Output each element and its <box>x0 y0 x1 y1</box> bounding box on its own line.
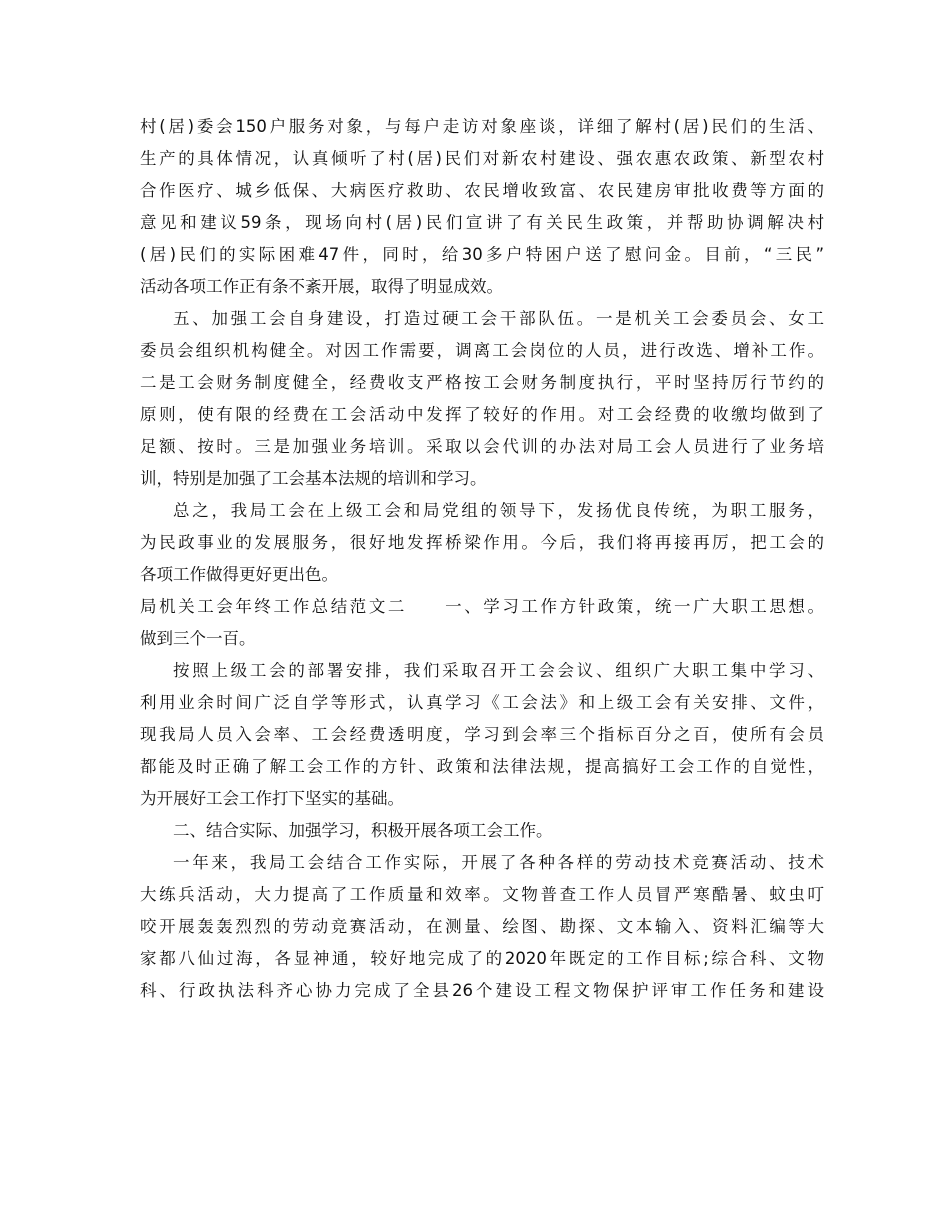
paragraph-start-line: 总之，我局工会在上级工会和局党组的领导下，发扬优良传统，为职工服务， <box>173 501 824 520</box>
text-line: 为开展好工会工作打下坚实的基础。 <box>140 789 404 808</box>
text-line: 为民政事业的发展服务，很好地发挥桥梁作用。今后，我们将再接再厉，把工会的 <box>140 533 824 552</box>
text-line: 科、行政执法科齐心协力完成了全县26个建设工程文物保护评审工作任务和建设 <box>140 981 824 1000</box>
text-line: 大练兵活动，大力提高了工作质量和效率。文物普查工作人员冒严寒酷暑、蚊虫叮 <box>140 885 824 904</box>
text-line: 咬开展轰轰烈烈的劳动竞赛活动，在测量、绘图、勘探、文本输入、资料汇编等大 <box>140 917 824 936</box>
document-body <box>140 111 824 1007</box>
text-line: 利用业余时间广泛自学等形式，认真学习《工会法》和上级工会有关安排、文件， <box>140 693 824 712</box>
text-line: 意见和建议59条，现场向村(居)民们宣讲了有关民生政策，并帮助协调解决村 <box>140 213 824 232</box>
text-line: 现我局人员入会率、工会经费透明度，学习到会率三个指标百分之百，使所有会员 <box>140 725 824 744</box>
section-heading-line: 局机关工会年终工作总结范文二 一、学习工作方针政策，统一广大职工思想。 <box>140 597 824 616</box>
text-line: 原则，使有限的经费在工会活动中发挥了较好的作用。对工会经费的收缴均做到了 <box>140 405 824 424</box>
text-line: 合作医疗、城乡低保、大病医疗救助、农民增收致富、农民建房审批收费等方面的 <box>140 181 824 200</box>
text-line: 委员会组织机构健全。对因工作需要，调离工会岗位的人员，进行改选、增补工作。 <box>140 341 824 360</box>
text-line: 家都八仙过海，各显神通，较好地完成了的2020年既定的工作目标;综合科、文物 <box>140 949 824 968</box>
paragraph-start-line: 一年来，我局工会结合工作实际，开展了各种各样的劳动技术竞赛活动、技术 <box>173 853 824 872</box>
text-line: 都能及时正确了解工会工作的方针、政策和法律法规，提高搞好工会工作的自觉性， <box>140 757 824 776</box>
text-line: 活动各项工作正有条不紊开展，取得了明显成效。 <box>140 277 503 296</box>
text-line: 训，特别是加强了工会基本法规的培训和学习。 <box>140 469 487 488</box>
paragraph-start-line: 五、加强工会自身建设，打造过硬工会干部队伍。一是机关工会委员会、女工 <box>173 309 824 328</box>
text-line: 做到三个一百。 <box>140 629 256 648</box>
text-line: (居)民们的实际困难47件，同时，给30多户特困户送了慰问金。目前，“三民” <box>140 245 824 264</box>
paragraph-start-line: 二、结合实际、加强学习，积极开展各项工会工作。 <box>173 821 553 840</box>
paragraph-start-line: 按照上级工会的部署安排，我们采取召开工会会议、组织广大职工集中学习、 <box>173 661 824 680</box>
text-line: 足额、按时。三是加强业务培训。采取以会代训的办法对局工会人员进行了业务培 <box>140 437 824 456</box>
text-line: 生产的具体情况，认真倾听了村(居)民们对新农村建设、强农惠农政策、新型农村 <box>140 149 824 168</box>
text-line: 二是工会财务制度健全，经费收支严格按工会财务制度执行，平时坚持厉行节约的 <box>140 373 824 392</box>
text-line: 村(居)委会150户服务对象，与每户走访对象座谈，详细了解村(居)民们的生活、 <box>140 117 824 136</box>
text-line: 各项工作做得更好更出色。 <box>140 565 338 584</box>
